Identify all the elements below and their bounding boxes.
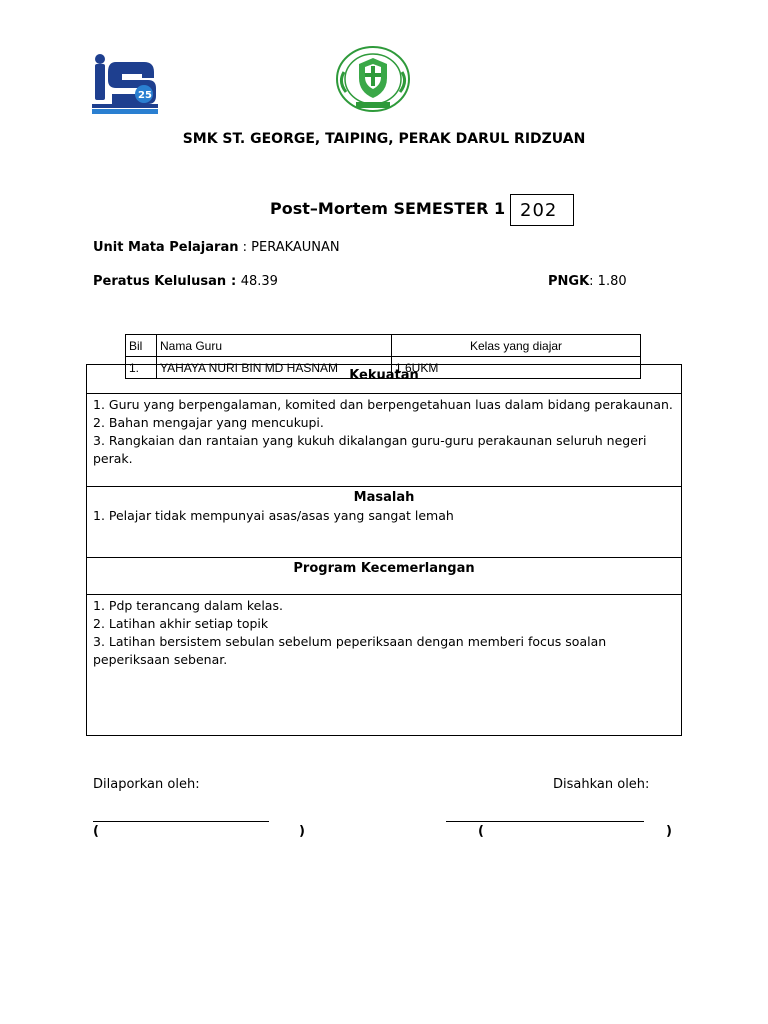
approver-open-paren: ( xyxy=(478,824,484,839)
program-body xyxy=(87,595,682,736)
cell-nama-guru: YAHAYA NURI BIN MD HASNAM xyxy=(157,357,392,379)
reporter-close-paren: ) xyxy=(299,824,305,839)
year-field: 202 xyxy=(510,194,574,226)
list-item: 2. Bahan mengajar yang mencukupi. xyxy=(93,415,324,430)
header-bil: Bil xyxy=(126,335,157,357)
school-name: SMK ST. GEORGE, TAIPING, PERAK DARUL RIDZUAN xyxy=(182,131,586,147)
list-item: 3. Latihan bersistem sebulan sebelum peperiksaan dengan memberi focus soalan peperiksaan sebenar. xyxy=(93,634,607,667)
list-item: 1. Guru yang berpengalaman, komited dan berpengetahuan luas dalam bidang perakaunan. xyxy=(93,397,673,412)
kekuatan-heading: Kekuatan xyxy=(349,368,419,383)
analysis-table xyxy=(86,364,682,736)
pngk-value: 1.80 xyxy=(597,274,627,289)
page-title: Post–Mortem SEMESTER 1 xyxy=(270,199,506,218)
list-item: 1. Pdp terancang dalam kelas. xyxy=(93,598,283,613)
pngk-row xyxy=(548,270,627,289)
approver-close-paren: ) xyxy=(666,824,672,839)
teachers-table xyxy=(125,334,641,379)
approver-signature-line xyxy=(446,821,644,822)
list-item: 1. Pelajar tidak mempunyai asas/asas yang sangat lemah xyxy=(93,508,454,523)
reporter-signature-line xyxy=(93,821,269,822)
reported-by-label: Dilaporkan oleh: xyxy=(93,777,200,792)
pass-rate-separator: : xyxy=(231,274,241,289)
reporter-open-paren: ( xyxy=(93,824,99,839)
pass-rate-value-group xyxy=(231,270,278,289)
table-row xyxy=(126,357,641,379)
cell-bil: 1. xyxy=(126,357,157,379)
pass-rate-label: Peratus Kelulusan xyxy=(93,274,227,289)
masalah-heading: Masalah xyxy=(353,490,415,505)
list-item: 2. Latihan akhir setiap topik xyxy=(93,616,269,631)
pass-rate-value: 48.39 xyxy=(240,274,278,289)
approved-by-label: Disahkan oleh: xyxy=(553,777,650,792)
list-item: 3. Rangkaian dan rantaian yang kukuh dikalangan guru-guru perakaunan seluruh negeri perak. xyxy=(93,433,647,466)
unit-row xyxy=(93,236,340,255)
school-crest-logo xyxy=(330,42,416,116)
pngk-separator: : xyxy=(589,274,598,289)
program-logo xyxy=(92,52,158,114)
cell-kelas: 1 6UKM xyxy=(392,357,641,379)
logo-number: 25 xyxy=(138,90,152,101)
pass-rate-row xyxy=(93,270,226,289)
unit-value: PERAKAUNAN xyxy=(251,240,340,255)
header-kelas: Kelas yang diajar xyxy=(392,335,641,357)
unit-label: Unit Mata Pelajaran xyxy=(93,240,239,255)
kekuatan-body xyxy=(87,394,682,487)
table-header-row xyxy=(126,335,641,357)
header-nama-guru: Nama Guru xyxy=(157,335,392,357)
masalah-cell xyxy=(87,487,682,558)
unit-separator: : xyxy=(238,240,252,255)
program-heading: Program Kecemerlangan xyxy=(293,561,475,576)
program-heading-cell xyxy=(87,558,682,595)
pngk-label: PNGK xyxy=(548,274,590,289)
